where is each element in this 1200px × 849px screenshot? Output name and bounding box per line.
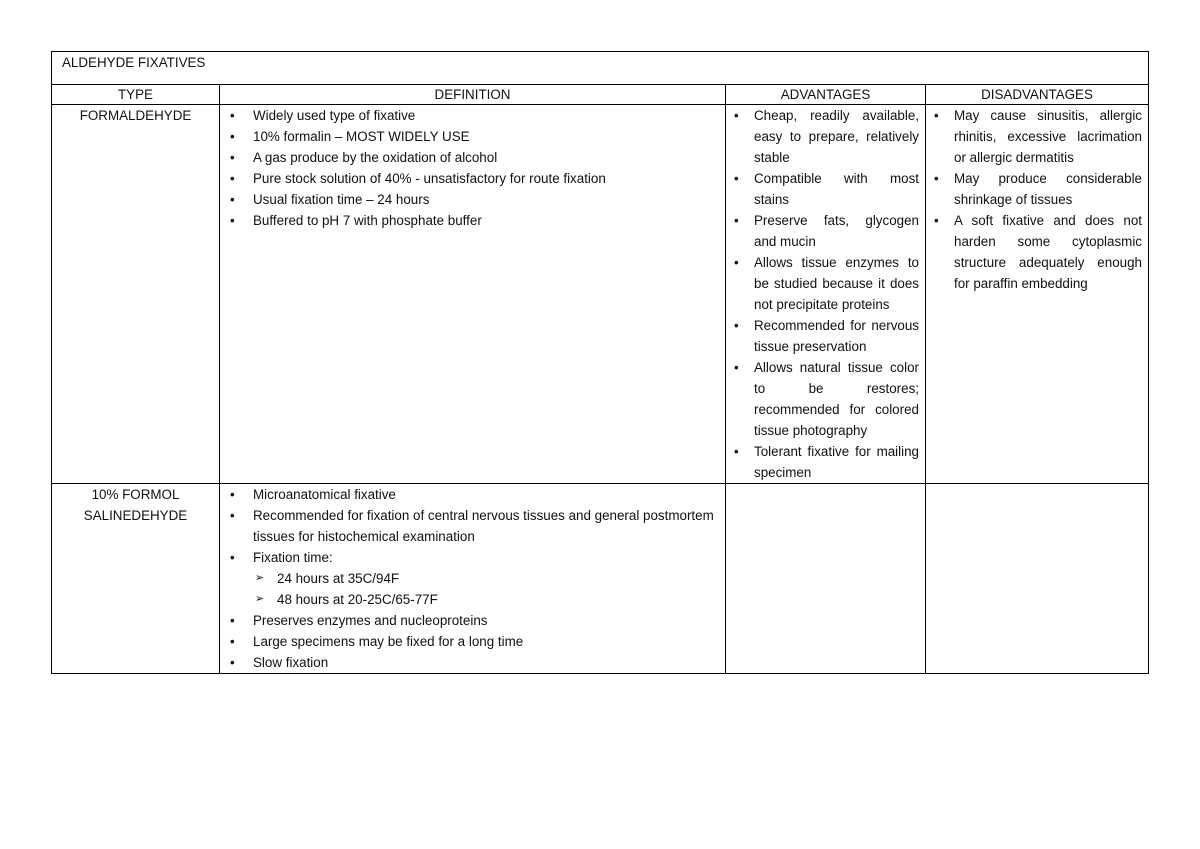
type-label: FORMALDEHYDE: [79, 108, 192, 123]
list-item: • Preserve fats, glycogen and mucin: [726, 210, 919, 252]
table-row: [52, 105, 1149, 484]
type-label: 10% FORMOL: [91, 487, 180, 502]
definition-list: [220, 105, 725, 231]
disadvantages-list: [926, 105, 1148, 294]
definition-cell: [220, 484, 726, 674]
aldehyde-fixatives-table: [51, 51, 1149, 674]
list-item: • Tolerant fixative for mailing specimen: [726, 441, 919, 483]
header-row: [52, 85, 1149, 105]
list-item: [220, 547, 719, 610]
disadvantages-cell: [926, 105, 1149, 484]
header-definition: DEFINITION: [220, 85, 726, 105]
advantages-list: [726, 105, 925, 483]
list-item: • Compatible with most stains: [726, 168, 919, 210]
type-label: SALINEDEHYDE: [83, 508, 188, 523]
table-title: ALDEHYDE FIXATIVES: [52, 52, 1149, 85]
list-item: • Recommended for fixation of central nervous tissues and general postmortem tissues for histochemical examination: [220, 505, 719, 547]
list-item: • 10% formalin – MOST WIDELY USE: [220, 126, 719, 147]
list-item: • A gas produce by the oxidation of alcohol: [220, 147, 719, 168]
sub-list-item: ➢ 48 hours at 20-25C/65-77F: [253, 589, 719, 610]
list-item: • May cause sinusitis, allergic rhinitis, excessive lacrimation or allergic dermatitis: [926, 105, 1142, 168]
list-item: • Preserves enzymes and nucleoproteins: [220, 610, 719, 631]
list-item: • May produce considerable shrinkage of tissues: [926, 168, 1142, 210]
list-item: • A soft fixative and does not harden some cytoplasmic structure adequately enough for paraffin embedding: [926, 210, 1142, 294]
list-item: • Recommended for nervous tissue preservation: [726, 315, 919, 357]
header-type: TYPE: [52, 85, 220, 105]
list-item: • Buffered to pH 7 with phosphate buffer: [220, 210, 719, 231]
definition-list: [220, 484, 725, 673]
advantages-cell: [726, 484, 926, 674]
type-cell: [52, 105, 220, 484]
type-cell: [52, 484, 220, 674]
header-disadvantages: DISADVANTAGES: [926, 85, 1149, 105]
list-item: • Allows natural tissue color to be restores; recommended for colored tissue photography: [726, 357, 919, 441]
list-item: • Cheap, readily available, easy to prepare, relatively stable: [726, 105, 919, 168]
list-item: • Allows tissue enzymes to be studied because it does not precipitate proteins: [726, 252, 919, 315]
advantages-cell: [726, 105, 926, 484]
table-row: [52, 484, 1149, 674]
sub-list-item: ➢ 24 hours at 35C/94F: [253, 568, 719, 589]
list-item: • Widely used type of fixative: [220, 105, 719, 126]
list-item: • Usual fixation time – 24 hours: [220, 189, 719, 210]
list-item: • Pure stock solution of 40% - unsatisfactory for route fixation: [220, 168, 719, 189]
definition-cell: [220, 105, 726, 484]
list-item-text: Fixation time:: [253, 550, 333, 565]
header-advantages: ADVANTAGES: [726, 85, 926, 105]
list-item: • Large specimens may be fixed for a long time: [220, 631, 719, 652]
list-item: • Slow fixation: [220, 652, 719, 673]
disadvantages-cell: [926, 484, 1149, 674]
list-item: • Microanatomical fixative: [220, 484, 719, 505]
title-row: [52, 52, 1149, 85]
sub-list: [253, 568, 719, 610]
